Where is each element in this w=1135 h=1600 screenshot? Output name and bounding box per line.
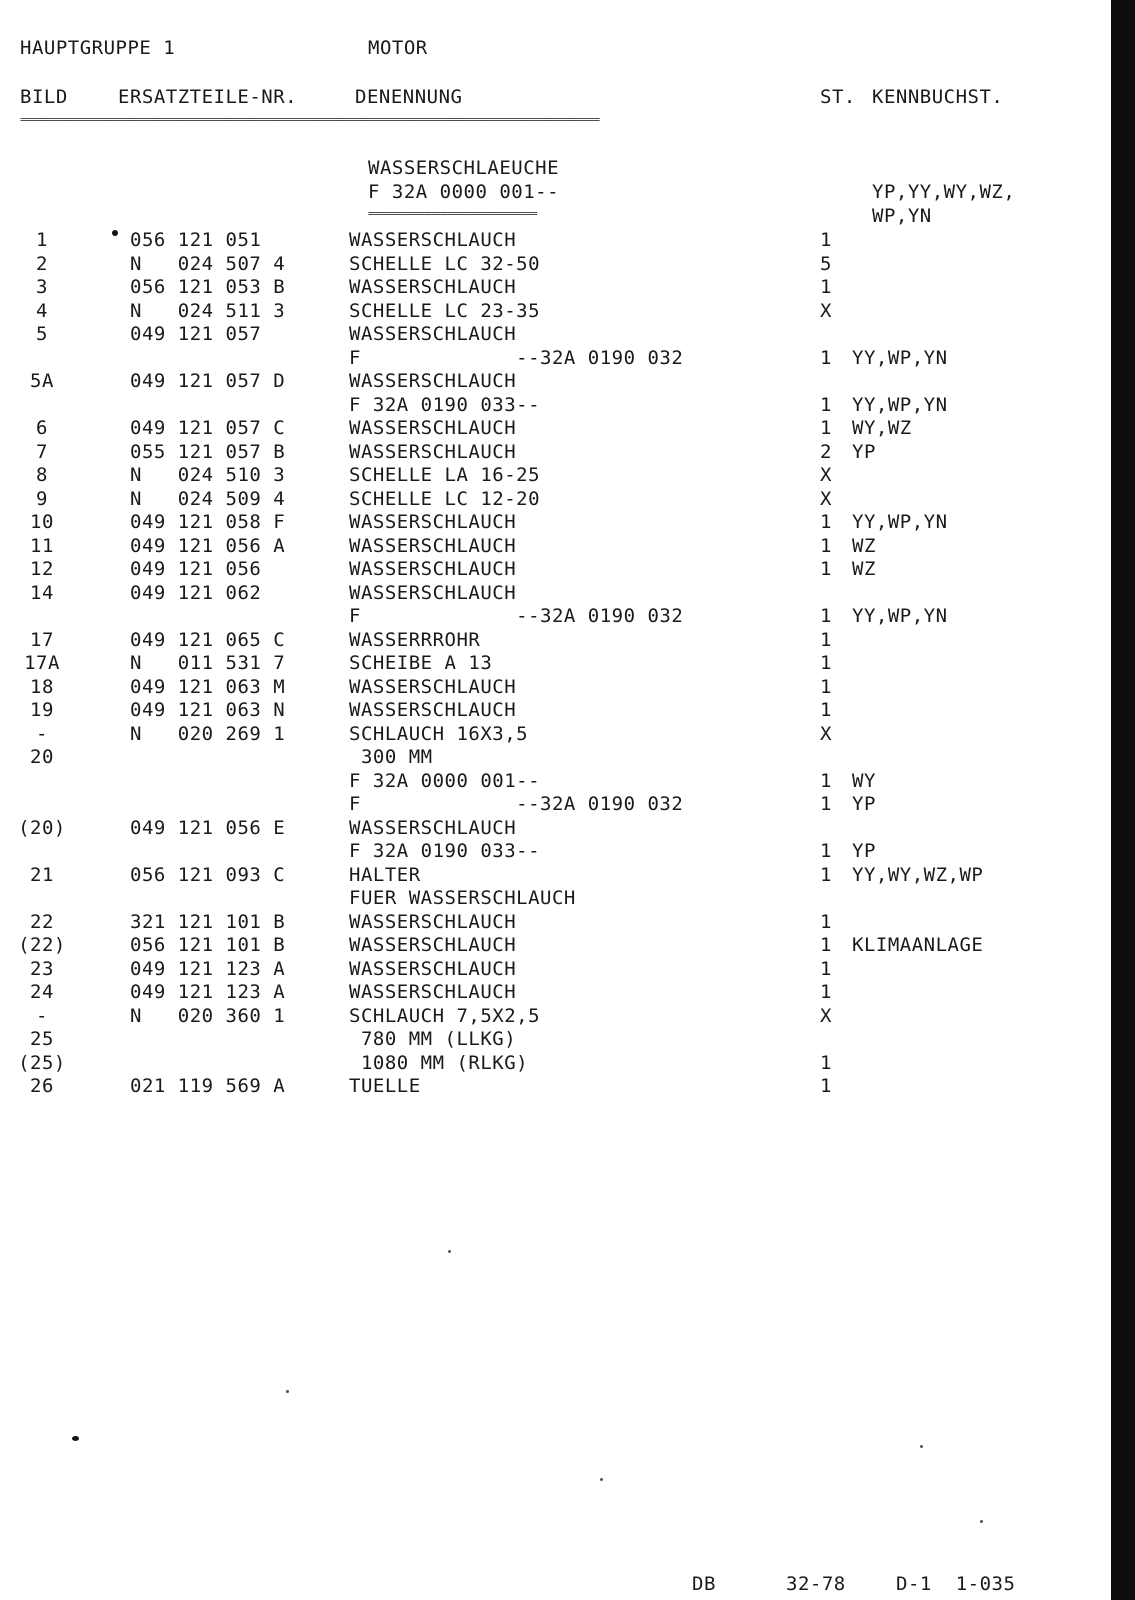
scan-speck	[600, 1478, 603, 1481]
section-range: F 32A 0000 001--	[368, 181, 560, 203]
quantity-cell: 5	[820, 252, 832, 275]
codes-cell: WZ	[852, 558, 876, 580]
bild-cell: 9	[36, 487, 48, 510]
quantity-cell: 1	[820, 229, 832, 251]
scan-speck	[286, 1390, 289, 1393]
codes-cell: YP	[852, 840, 876, 862]
bild-cell: 12	[30, 558, 54, 580]
section-codes-line1: YP,YY,WY,WZ,	[872, 181, 1016, 203]
bild-cell: 5A	[30, 370, 54, 392]
quantity-cell: 1	[820, 511, 832, 533]
quantity-cell: 1	[820, 699, 832, 721]
description-cell: WASSERSCHLAUCH	[349, 934, 517, 956]
bild-cell: 6	[36, 417, 48, 439]
quantity-cell: X	[820, 487, 832, 510]
quantity-cell: X	[820, 299, 832, 322]
section-title: WASSERSCHLAEUCHE	[368, 157, 560, 179]
part-number-cell: 049 121 123 A	[130, 957, 286, 980]
section-rule: ==============================	[368, 208, 537, 220]
description-cell: WASSERSCHLAUCH	[349, 699, 517, 721]
bild-cell: 8	[36, 464, 48, 486]
bild-cell: 1	[36, 229, 48, 251]
part-number-cell: 055 121 057 B	[130, 440, 286, 463]
header-rule: =======================================================================================================	[20, 114, 600, 126]
codes-cell: WY,WZ	[852, 417, 912, 439]
quantity-cell: 1	[820, 558, 832, 580]
quantity-cell: 1	[820, 793, 832, 815]
quantity-cell: 1	[820, 675, 832, 698]
bild-cell: 7	[36, 440, 48, 463]
part-number-cell: 049 121 056	[130, 558, 262, 580]
description-cell: WASSERSCHLAUCH	[349, 229, 517, 251]
description-cell: HALTER	[349, 863, 421, 886]
footer-page-ref: D-1 1-035	[896, 1573, 1016, 1595]
codes-cell: YY,WY,WZ,WP	[852, 863, 984, 886]
bild-cell: 21	[30, 863, 54, 886]
part-number-cell: N 024 509 4	[130, 487, 286, 510]
quantity-cell: 1	[820, 840, 832, 862]
quantity-cell: 1	[820, 863, 832, 886]
description-cell: WASSERRROHR	[349, 628, 481, 651]
quantity-cell: 1	[820, 934, 832, 956]
bild-cell: 23	[30, 957, 54, 980]
description-cell: WASSERSCHLAUCH	[349, 511, 517, 533]
part-number-cell: 056 121 051	[130, 229, 262, 251]
bild-cell: 14	[30, 581, 54, 604]
part-number-cell: 049 121 063 N	[130, 699, 286, 721]
bild-cell: 22	[30, 910, 54, 933]
part-number-cell: 049 121 058 F	[130, 511, 286, 533]
description-cell: SCHLAUCH 7,5X2,5	[349, 1004, 541, 1027]
bild-cell: 19	[30, 699, 54, 721]
col-header-part-number: ERSATZTEILE-NR.	[118, 86, 298, 108]
part-number-cell: 049 121 062	[130, 581, 262, 604]
col-header-quantity: ST.	[820, 86, 856, 108]
description-cell: WASSERSCHLAUCH	[349, 910, 517, 933]
quantity-cell: 1	[820, 276, 832, 298]
part-number-cell: 056 121 093 C	[130, 863, 286, 886]
bild-cell: 4	[36, 299, 48, 322]
description-cell: SCHELLE LA 16-25	[349, 464, 541, 486]
description-cell: WASSERSCHLAUCH	[349, 440, 517, 463]
codes-cell: YP	[852, 793, 876, 815]
description-cell: WASSERSCHLAUCH	[349, 323, 517, 345]
quantity-cell: X	[820, 464, 832, 486]
description-cell: F --32A 0190 032	[349, 605, 684, 627]
bild-cell: -	[36, 1004, 48, 1027]
footer-code: DB	[692, 1573, 716, 1595]
scan-speck	[112, 230, 118, 236]
codes-cell: YY,WP,YN	[852, 346, 948, 369]
part-number-cell: 049 121 057 D	[130, 370, 286, 392]
description-cell: 1080 MM (RLKG)	[349, 1051, 529, 1074]
description-cell: F 32A 0190 033--	[349, 393, 541, 416]
quantity-cell: 1	[820, 534, 832, 557]
quantity-cell: 1	[820, 1051, 832, 1074]
quantity-cell: X	[820, 1004, 832, 1027]
description-cell: WASSERSCHLAUCH	[349, 534, 517, 557]
part-number-cell: N 020 269 1	[130, 722, 286, 745]
part-number-cell: 049 121 057	[130, 323, 262, 345]
description-cell: WASSERSCHLAUCH	[349, 276, 517, 298]
part-number-cell: 321 121 101 B	[130, 910, 286, 933]
description-cell: WASSERSCHLAUCH	[349, 957, 517, 980]
codes-cell: YP	[852, 440, 876, 463]
codes-cell: YY,WP,YN	[852, 511, 948, 533]
part-number-cell: N 024 507 4	[130, 252, 286, 275]
description-cell: WASSERSCHLAUCH	[349, 816, 517, 839]
scan-edge	[1111, 0, 1135, 1600]
description-cell: TUELLE	[349, 1075, 421, 1097]
codes-cell: WZ	[852, 534, 876, 557]
bild-cell: 25	[30, 1028, 54, 1050]
part-number-cell: 056 121 053 B	[130, 276, 286, 298]
description-cell: SCHELLE LC 12-20	[349, 487, 541, 510]
quantity-cell: 1	[820, 769, 832, 792]
quantity-cell: X	[820, 722, 832, 745]
scan-speck	[448, 1250, 451, 1253]
description-cell: F 32A 0000 001--	[349, 769, 541, 792]
bild-cell: 2	[36, 252, 48, 275]
bild-cell: 11	[30, 534, 54, 557]
description-cell: FUER WASSERSCHLAUCH	[349, 887, 576, 909]
codes-cell: YY,WP,YN	[852, 393, 948, 416]
quantity-cell: 1	[820, 1075, 832, 1097]
scan-speck	[980, 1520, 983, 1523]
part-number-cell: 049 121 057 C	[130, 417, 286, 439]
quantity-cell: 1	[820, 957, 832, 980]
codes-cell: WY	[852, 769, 876, 792]
bild-cell: 3	[36, 276, 48, 298]
quantity-cell: 1	[820, 981, 832, 1003]
bild-cell: -	[36, 722, 48, 745]
quantity-cell: 1	[820, 393, 832, 416]
section-codes-line2: WP,YN	[872, 205, 932, 227]
bild-cell: 20	[30, 746, 54, 768]
part-number-cell: 049 121 065 C	[130, 628, 286, 651]
col-header-codes: KENNBUCHST.	[872, 86, 1004, 108]
part-number-cell: N 024 510 3	[130, 464, 286, 486]
description-cell: WASSERSCHLAUCH	[349, 558, 517, 580]
quantity-cell: 1	[820, 910, 832, 933]
quantity-cell: 2	[820, 440, 832, 463]
description-cell: F --32A 0190 032	[349, 346, 684, 369]
part-number-cell: 049 121 063 M	[130, 675, 286, 698]
scan-speck	[920, 1445, 923, 1448]
description-cell: F --32A 0190 032	[349, 793, 684, 815]
description-cell: SCHLAUCH 16X3,5	[349, 722, 529, 745]
scan-speck	[72, 1436, 79, 1441]
description-cell: WASSERSCHLAUCH	[349, 981, 517, 1003]
bild-cell: 10	[30, 511, 54, 533]
bild-cell: (25)	[18, 1051, 66, 1074]
part-number-cell: 049 121 056 A	[130, 534, 286, 557]
part-number-cell: 021 119 569 A	[130, 1075, 286, 1097]
part-number-cell: 049 121 056 E	[130, 816, 286, 839]
col-header-bild: BILD	[20, 86, 68, 108]
description-cell: WASSERSCHLAUCH	[349, 675, 517, 698]
description-cell: SCHELLE LC 32-50	[349, 252, 541, 275]
description-cell: 300 MM	[349, 746, 433, 768]
bild-cell: 26	[30, 1075, 54, 1097]
description-cell: 780 MM (LLKG)	[349, 1028, 517, 1050]
bild-cell: 5	[36, 323, 48, 345]
quantity-cell: 1	[820, 605, 832, 627]
description-cell: SCHEIBE A 13	[349, 652, 493, 674]
bild-cell: (20)	[18, 816, 66, 839]
bild-cell: (22)	[18, 934, 66, 956]
bild-cell: 17A	[24, 652, 60, 674]
codes-cell: KLIMAANLAGE	[852, 934, 984, 956]
quantity-cell: 1	[820, 417, 832, 439]
part-number-cell: N 024 511 3	[130, 299, 286, 322]
part-number-cell: 056 121 101 B	[130, 934, 286, 956]
description-cell: WASSERSCHLAUCH	[349, 417, 517, 439]
main-group-label: HAUPTGRUPPE 1	[20, 37, 176, 59]
part-number-cell: 049 121 123 A	[130, 981, 286, 1003]
quantity-cell: 1	[820, 628, 832, 651]
bild-cell: 24	[30, 981, 54, 1003]
col-header-description: DENENNUNG	[355, 86, 463, 108]
description-cell: F 32A 0190 033--	[349, 840, 541, 862]
bild-cell: 17	[30, 628, 54, 651]
footer-date: 32-78	[786, 1573, 846, 1595]
main-group-name: MOTOR	[368, 37, 428, 59]
quantity-cell: 1	[820, 652, 832, 674]
description-cell: WASSERSCHLAUCH	[349, 370, 517, 392]
description-cell: SCHELLE LC 23-35	[349, 299, 541, 322]
codes-cell: YY,WP,YN	[852, 605, 948, 627]
part-number-cell: N 011 531 7	[130, 652, 286, 674]
description-cell: WASSERSCHLAUCH	[349, 581, 517, 604]
part-number-cell: N 020 360 1	[130, 1004, 286, 1027]
bild-cell: 18	[30, 675, 54, 698]
quantity-cell: 1	[820, 346, 832, 369]
